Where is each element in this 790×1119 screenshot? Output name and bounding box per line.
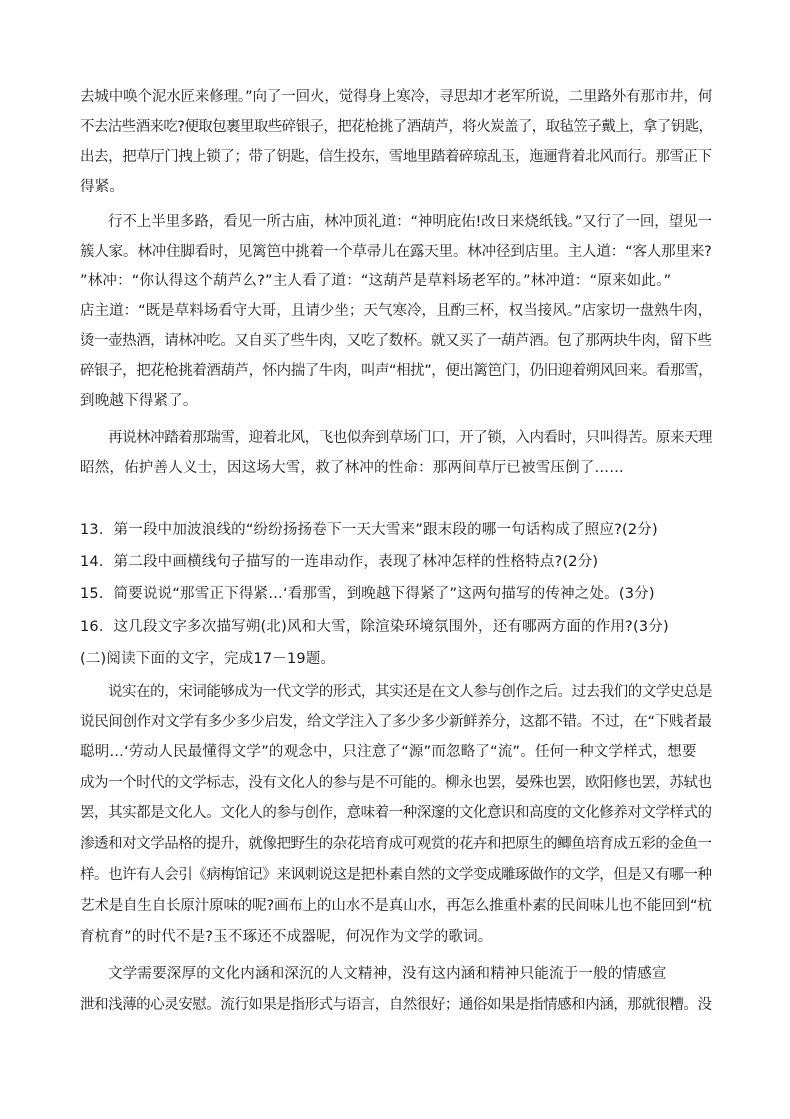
passage2-p1-line: 罢，其实都是文化人。文化人的参与创作，意味着一种深邃的文化意识和高度的文化修养对文学样式的 — [80, 805, 712, 821]
passage2-p1-line: 说实在的，宋词能够成为一代文学的形式，其实还是在文人参与创作之后。过去我们的文学史总是 — [108, 684, 713, 700]
passage1-p3-line: 再说林冲踏着那瑞雪，迎着北风，飞也似奔到草场门口，开了锁，入内看时，只叫得苦。原来天理 — [108, 430, 713, 446]
passage1-p1-line: 去城中唤个泥水匠来修理。”向了一回火，觉得身上寒冷，寻思却才老军所说，二里路外有那市井，何 — [80, 89, 713, 105]
passage1-p3-line: 昭然，佑护善人义士，因这场大雪，救了林冲的性命：那两间草厅已被雪压倒了…… — [80, 460, 624, 476]
passage1-p1-line: 得紧。 — [80, 179, 125, 195]
section2-heading: (二)阅读下面的文字，完成17－19题。 — [80, 651, 336, 667]
question-16: 16．这几段文字多次描写朔(北)风和大雪，除渲染环境氛围外，还有哪两方面的作用?(3分) — [80, 619, 669, 635]
question-14: 14．第二段中画横线句子描写的一连串动作，表现了林冲怎样的性格特点?(2分) — [80, 554, 599, 570]
passage1-p2-line: 行不上半里多路，看见一所古庙，林冲顶礼道：“神明庇佑!改日来烧纸钱。”又行了一回，望见一 — [108, 214, 712, 230]
passage2-p1-line: 说民间创作对文学有多少多少启发，给文学注入了多少多少新鲜养分，这都不错。不过，在“下贱者最 — [80, 714, 712, 730]
passage1-p2-line: 到晚越下得紧了。 — [80, 393, 198, 409]
passage2-p1-line: 渗透和对文学品格的提升，就像把野生的杂花培育成可观赏的花卉和把原生的鲫鱼培育成五彩的金鱼一 — [80, 836, 712, 852]
passage2-p2-line: 泄和浅薄的心灵安慰。流行如果是指形式与语言，自然很好；通俗如果是指情感和内涵，那就很糟。没 — [80, 997, 712, 1013]
passage1-p1-line: 不去沽些酒来吃?便取包裹里取些碎银子，把花枪挑了酒葫芦，将火炭盖了，取毡笠子戴上，拿了钥匙， — [80, 119, 713, 135]
passage1-p2-line: 烫一壶热酒，请林冲吃。又自买了些牛肉，又吃了数杯。就又买了一葫芦酒。包了那两块牛肉，留下些 — [80, 333, 712, 349]
passage2-p1-line: 成为一个时代的文学标志，没有文化人的参与是不可能的。柳永也罢，晏殊也罢，欧阳修也罢，苏轼也 — [80, 775, 712, 791]
passage1-p2-line: ”林冲：“你认得这个葫芦么?”主人看了道：“这葫芦是草料场老军的。”林冲道：“原来如此。” — [80, 273, 672, 289]
passage2-p1-line: 聪明…‘劳动人民最懂得文学”的观念中，只注意了“源”而忽略了“流”。任何一种文学样式，想要 — [80, 744, 697, 760]
passage2-p1-line: 育杭育”的时代不是?玉不琢还不成器呢，何况作为文学的歌词。 — [80, 929, 493, 945]
question-15: 15．简要说说“那雪正下得紧…‘看那雪，到晚越下得紧了”这两句描写的传神之处。(3分) — [80, 586, 655, 602]
passage1-p2-line: 簇人家。林冲住脚看时，见篱笆中挑着一个草帚儿在露天里。林冲径到店里。主人道：“客人那里来? — [80, 244, 712, 260]
passage1-p2-line: 碎银子，把花枪挑着酒葫芦，怀内揣了牛肉，叫声“相扰”，便出篱笆门，仍旧迎着朔风回来。看那雪， — [80, 363, 713, 379]
passage1-p2-line: 店主道：“既是草料场看守大哥，且请少坐；天气寒冷，且酌三杯，权当接风。”店家切一盘熟牛肉， — [80, 303, 713, 319]
passage1-p1-line: 出去，把草厅门拽上锁了；带了钥匙，信生投东，雪地里踏着碎琼乱玉，迤逦背着北风而行。那雪正下 — [80, 149, 712, 165]
passage2-p1-line: 样。也许有人会引《病梅馆记》来讽刺说这是把朴素自然的文学变成雕琢做作的文学，但是又有哪一种 — [80, 867, 712, 883]
passage2-p2-line: 文学需要深厚的文化内涵和深沉的人文精神，没有这内涵和精神只能流于一般的情感宣 — [108, 966, 667, 982]
passage2-p1-line: 艺术是自生自长原汁原味的呢?画布上的山水不是真山水，再怎么推重朴素的民间味儿也不能回到“杭 — [80, 898, 712, 914]
question-13: 13．第一段中加波浪线的“纷纷扬扬卷下一天大雪来”跟末段的哪一句话构成了照应?(2分) — [80, 522, 658, 538]
